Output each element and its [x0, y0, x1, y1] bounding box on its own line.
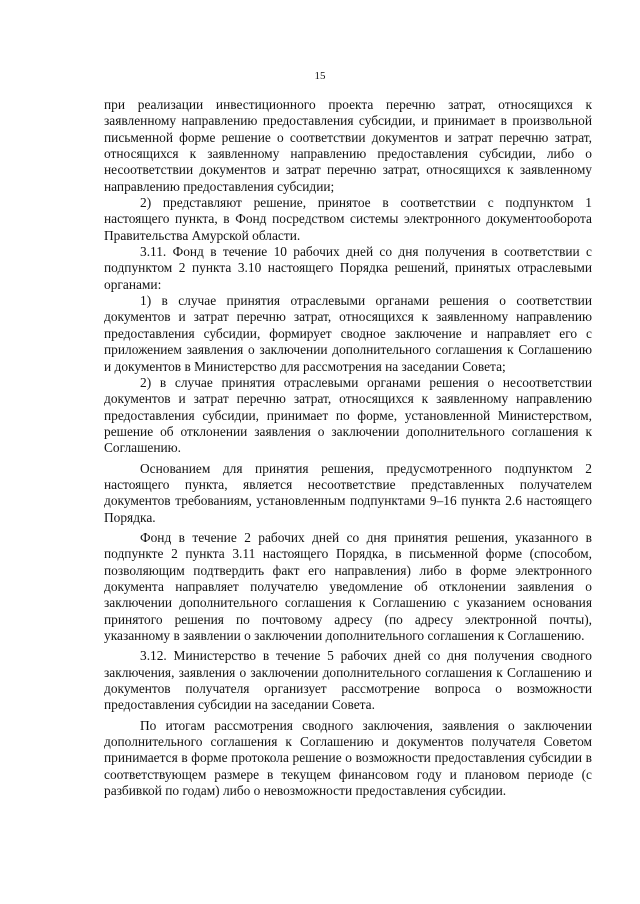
paragraph-3-12: 3.12. Министерство в течение 5 рабочих дней со дня получения сводного заключения, заявления о заключении дополнительного соглашения к Соглашению и документов получателя организует рассмотрение вопроса о возможности предоставления субсидии на заседании Совета.: [104, 648, 592, 713]
paragraph-3-11-subitem-1: 1) в случае принятия отраслевыми органами решения о соответствии документов и затрат перечню затрат, относящихся к заявленному направлению предоставления субсидии, формирует сводное заключение и направляет его с приложением заявления о заключении дополнительного соглашения к Соглашению и документов в Министерство для рассмотрения на заседании Совета;: [104, 293, 592, 374]
page-number: 15: [314, 70, 326, 82]
paragraph-3-11: 3.11. Фонд в течение 10 рабочих дней со дня получения в соответствии с подпунктом 2 пункта 3.10 настоящего Порядка решений, принятых отраслевыми органами:: [104, 244, 592, 292]
paragraph-grounds: Основанием для принятия решения, предусмотренного подпунктом 2 настоящего пункта, является несоответствие представленных получателем документов требованиям, установленным подпунктами 9–16 пункта 2.6 настоящего Порядка.: [104, 460, 592, 525]
paragraph-continuation: при реализации инвестиционного проекта перечню затрат, относящихся к заявленному направлению предоставления субсидии, и принимает в произвольной письменной форме решение о соответствии документов и затрат перечню затрат, относящихся к заявленному направлению предоставления субсидии, либо о несоответствии документов и затрат перечню затрат, относящихся к заявленному направлению предоставления субсидии;: [104, 97, 592, 194]
paragraph-3-11-subitem-2: 2) в случае принятия отраслевыми органами решения о несоответствии документов и затрат перечню затрат, относящихся к заявленному направлению предоставления субсидии, принимает по форме, установленной Министерством, решение об отклонении заявления о заключении дополнительного соглашения к Соглашению.: [104, 374, 592, 456]
document-body: [104, 97, 592, 799]
paragraph-council-decision: По итогам рассмотрения сводного заключения, заявления о заключении дополнительного соглашения к Соглашению и документов получателя Советом принимается в форме протокола решение о возможности предоставления субсидии в соответствующем размере в текущем финансовом году и плановом периоде (с разбивкой по годам) либо о невозможности предоставления субсидии.: [104, 717, 592, 799]
paragraph-subitem-2: 2) представляют решение, принятое в соответствии с подпунктом 1 настоящего пункта, в Фонд посредством системы электронного документооборота Правительства Амурской области.: [104, 195, 592, 243]
paragraph-notification: Фонд в течение 2 рабочих дней со дня принятия решения, указанного в подпункте 2 пункта 3.11 настоящего Порядка, в письменной форме (способом, позволяющим подтвердить факт его направления) либо в форме электронного документа направляет получателю уведомление об отклонении заявления о заключении дополнительного соглашения к Соглашению с указанием основания принятого решения по почтовому адресу (по адресу электронной почты), указанному в заявлении о заключении дополнительного соглашения к Соглашению.: [104, 529, 592, 643]
